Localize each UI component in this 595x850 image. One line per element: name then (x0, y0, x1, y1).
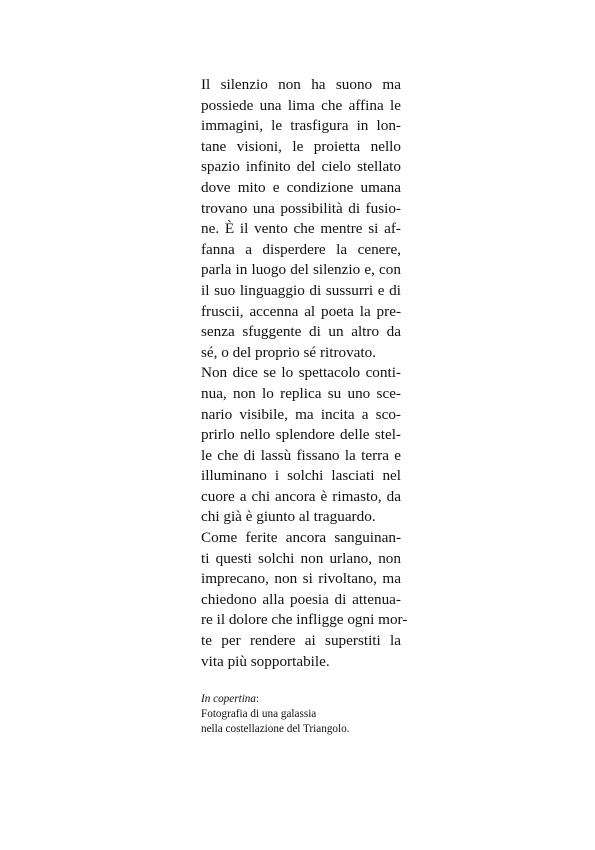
text-line: ti questi solchi non urlano, non (201, 549, 401, 567)
text-line: prirlo nello splendore delle stel- (201, 426, 401, 444)
text-line: tane visioni, le proietta nello (201, 137, 401, 155)
caption-title: In copertina (201, 693, 256, 705)
text-line: vita più sopportabile. (201, 652, 330, 670)
text-line: le che di lassù fissano la terra e (201, 446, 401, 464)
text-line: Il silenzio non ha suono ma (201, 76, 401, 93)
text-line: possiede una lima che affina le (201, 96, 401, 114)
text-line: sé, o del proprio sé ritrovato. (201, 343, 377, 361)
text-line: il suo linguaggio di sussurri e di (201, 281, 401, 299)
text-line: chi già è giunto al traguardo. (201, 508, 376, 526)
text-line: illuminano i solchi lasciati nel (201, 467, 401, 485)
text-line: senza sfuggente di un altro da (201, 323, 401, 341)
text-line: dove mito e condizione umana (201, 178, 401, 196)
text-line: Come ferite ancora sanguinan- (201, 529, 401, 547)
text-line: imprecano, non si rivoltano, ma (201, 570, 401, 588)
text-line: parla in luogo del silenzio e, con (201, 261, 401, 279)
text-line: fanna a disperdere la cenere, (201, 240, 401, 258)
text-line: chiedono alla poesia di attenua- (201, 590, 401, 608)
text-line: trovano una possibilità di fusio- (201, 199, 401, 217)
text-line: immagini, le trasfigura in lon- (201, 117, 401, 135)
text-line: nua, non lo replica su uno sce- (201, 384, 401, 402)
text-line: spazio infinito del cielo stellato (201, 158, 401, 176)
caption-line-2: nella costellazione del Triangolo. (201, 723, 350, 735)
caption-heading (201, 692, 401, 707)
text-line: fruscii, accenna al poeta la pre- (201, 302, 401, 320)
cover-caption (201, 692, 401, 737)
text-line: ne. È il vento che mentre si af- (201, 220, 401, 238)
text-line: re il dolore che infligge ogni mor- (201, 611, 408, 629)
caption-line-1: Fotografia di una galassia (201, 708, 317, 720)
caption-colon: : (256, 693, 260, 705)
text-line: cuore a chi ancora è rimasto, da (201, 487, 401, 505)
text-line: te per rendere ai superstiti la (201, 632, 401, 650)
body-text (201, 75, 408, 672)
text-line: nario visibile, ma incita a sco- (201, 405, 401, 423)
text-line: Non dice se lo spettacolo conti- (201, 364, 401, 382)
